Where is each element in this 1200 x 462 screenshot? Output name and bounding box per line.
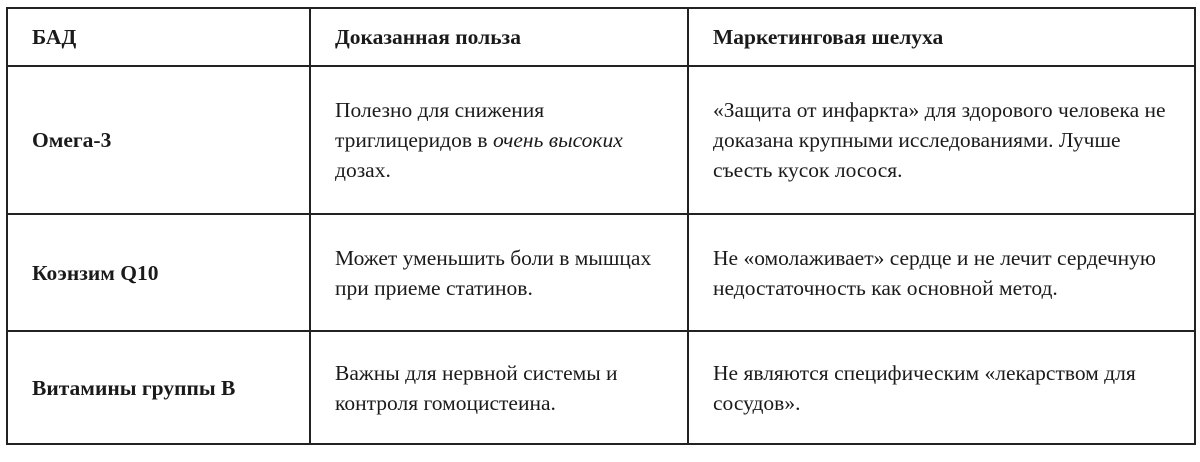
table-header-row [7,8,1195,66]
supplements-table-container [6,7,1194,445]
proven-benefit-cell: Важны для нервной системы и контроля гомоцистеина. [310,331,688,444]
marketing-hype-cell: Не «омолаживает» сердце и не лечит сердечную недостаточность как основной метод. [688,214,1195,331]
benefit-emphasis: очень высоких [492,128,623,152]
supplements-table [6,7,1196,445]
supplement-name: Коэнзим Q10 [7,214,310,331]
supplement-name: Витамины группы B [7,331,310,444]
marketing-hype-cell: Не являются специфическим «лекарством для сосудов». [688,331,1195,444]
header-supplement: БАД [7,8,310,66]
benefit-text-end: дозах. [335,158,391,182]
marketing-hype-cell: «Защита от инфаркта» для здорового человека не доказана крупными исследованиями. Лучше съесть кусок лосося. [688,66,1195,214]
header-proven-benefit: Доказанная польза [310,8,688,66]
supplement-name: Омега-3 [7,66,310,214]
table-row [7,331,1195,444]
table-row [7,66,1195,214]
benefit-text: Полезно для снижения триглицеридов в [335,98,545,152]
header-marketing-hype: Маркетинговая шелуха [688,8,1195,66]
table-row [7,214,1195,331]
proven-benefit-cell: Может уменьшить боли в мышцах при приеме статинов. [310,214,688,331]
proven-benefit-cell [310,66,688,214]
